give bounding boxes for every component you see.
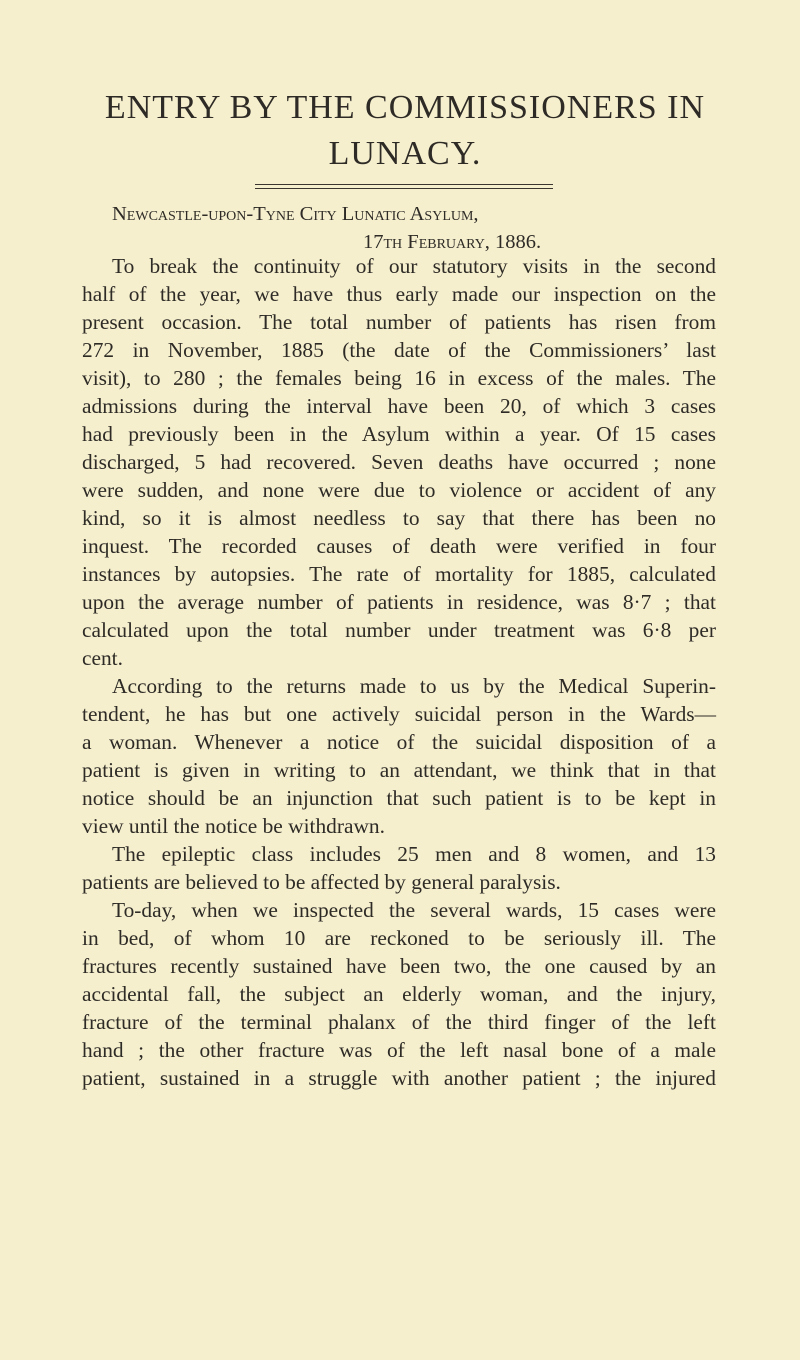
text-line: notice should be an injunction that such patient is to be kept in xyxy=(82,786,716,810)
text-line: The epileptic class includes 25 men and 8 women, and 13 xyxy=(112,842,716,866)
text-line: 272 in November, 1885 (the date of the Commissioners’ last xyxy=(82,338,716,362)
text-line: According to the returns made to us by the Medical Superin- xyxy=(112,674,716,698)
text-line: fractures recently sustained have been two, the one caused by an xyxy=(82,954,716,978)
text-line: To-day, when we inspected the several wards, 15 cases were xyxy=(112,898,716,922)
text-line: tendent, he has but one actively suicidal person in the Wards— xyxy=(82,702,716,726)
text-line: accidental fall, the subject an elderly woman, and the injury, xyxy=(82,982,716,1006)
document-title-line-2: LUNACY. xyxy=(328,135,482,172)
text-line: half of the year, we have thus early made our inspection on the xyxy=(82,282,716,306)
text-line: cent. xyxy=(82,646,123,670)
text-line: patient, sustained in a struggle with another patient ; the injured xyxy=(82,1066,716,1090)
text-line: upon the average number of patients in residence, was 8·7 ; that xyxy=(82,590,716,614)
title-divider-bottom xyxy=(255,188,553,189)
text-line: fracture of the terminal phalanx of the third finger of the left xyxy=(82,1010,716,1034)
text-line: admissions during the interval have been 20, of which 3 cases xyxy=(82,394,716,418)
text-line: To break the continuity of our statutory visits in the second xyxy=(112,254,716,278)
text-line: inquest. The recorded causes of death were verified in four xyxy=(82,534,716,558)
text-line: view until the notice be withdrawn. xyxy=(82,814,385,838)
title-divider-top xyxy=(255,184,553,185)
text-line: hand ; the other fracture was of the left nasal bone of a male xyxy=(82,1038,716,1062)
text-line: calculated upon the total number under treatment was 6·8 per xyxy=(82,618,716,642)
text-line: were sudden, and none were due to violence or accident of any xyxy=(82,478,716,502)
text-line: had previously been in the Asylum within a year. Of 15 cases xyxy=(82,422,716,446)
text-line: kind, so it is almost needless to say that there has been no xyxy=(82,506,716,530)
text-line: instances by autopsies. The rate of mortality for 1885, calculated xyxy=(82,562,716,586)
document-title-line-1: ENTRY BY THE COMMISSIONERS IN xyxy=(104,89,706,126)
text-line: patients are believed to be affected by general paralysis. xyxy=(82,870,561,894)
text-line: discharged, 5 had recovered. Seven deaths have occurred ; none xyxy=(82,450,716,474)
text-line: a woman. Whenever a notice of the suicidal disposition of a xyxy=(82,730,716,754)
text-line: present occasion. The total number of patients has risen from xyxy=(82,310,716,334)
entry-date: 17th February, 1886. xyxy=(363,231,542,253)
asylum-location: Newcastle-upon-Tyne City Lunatic Asylum, xyxy=(112,203,479,225)
text-line: visit), to 280 ; the females being 16 in excess of the males. The xyxy=(82,366,716,390)
text-line: in bed, of whom 10 are reckoned to be seriously ill. The xyxy=(82,926,716,950)
text-line: patient is given in writing to an attendant, we think that in that xyxy=(82,758,716,782)
